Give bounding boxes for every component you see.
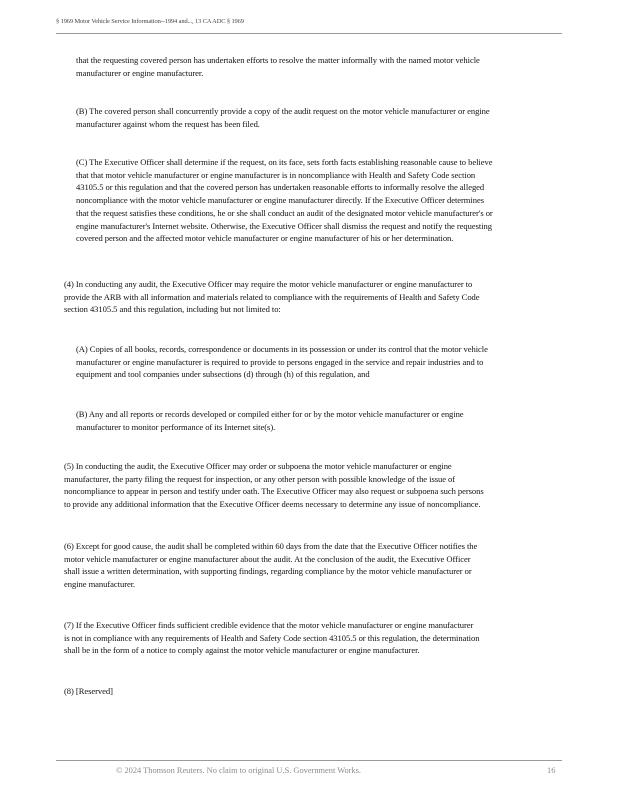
header-divider [56, 33, 562, 34]
paragraph-section-8 [64, 685, 113, 698]
text-line: manufacturer, the party filing the request for inspection, or any other person with possible knowledge of the issue of [64, 473, 456, 484]
text-line: (7) If the Executive Officer finds sufficient credible evidence that the motor vehicle manufacturer or engine manufacturer [64, 620, 474, 630]
text-line: is not in compliance with any requirements of Health and Safety Code section 43105.5 or this regulation, the determination [64, 632, 480, 643]
text-line: (B) Any and all reports or records developed or compiled either for or by the motor vehicle manufacturer or engine [76, 409, 464, 419]
text-line: to provide any additional information that the Executive Officer deems necessary to determine any issue of noncompliance. [64, 499, 481, 510]
paragraph-section-4b [76, 408, 464, 433]
text-line: engine manufacturer's Internet website. Otherwise, the Executive Officer shall dismiss the request and notify the requesting [76, 220, 492, 231]
text-line: 43105.5 or this regulation and that the covered person has undertaken reasonable efforts to informally resolve the alleged [76, 182, 485, 193]
text-line: (C) The Executive Officer shall determine if the request, on its face, sets forth facts establishing reasonable cause to believe [76, 157, 493, 167]
text-line: that the request satisfies these conditions, he or she shall conduct an audit of the designated motor vehicle manufacturer's or [76, 207, 493, 218]
text-line: manufacturer to monitor performance of its Internet site(s). [76, 421, 276, 432]
paragraph-subsection-b [76, 105, 490, 130]
footer-copyright: © 2024 Thomson Reuters. No claim to original U.S. Government Works. [116, 766, 361, 775]
paragraph-section-5 [64, 460, 484, 511]
text-line: manufacturer against whom the request has been filed. [76, 118, 260, 129]
text-line: manufacturer or engine manufacturer. [76, 67, 204, 78]
text-line: (5) In conducting the audit, the Executive Officer may order or subpoena the motor vehicle manufacturer or engine [64, 461, 452, 471]
paragraph-section-4a [76, 343, 488, 381]
paragraph-section-7 [64, 619, 479, 657]
text-line: that the requesting covered person has undertaken efforts to resolve the matter informally with the named motor vehicle [76, 55, 480, 65]
text-line: that that motor vehicle manufacturer or engine manufacturer is in noncompliance with Health and Safety Code section [76, 169, 476, 180]
page-number: 16 [547, 766, 556, 775]
paragraph-section-4 [64, 278, 480, 316]
text-line: covered person and the affected motor vehicle manufacturer or engine manufacturer of his or her determination. [76, 233, 454, 244]
text-line: shall issue a written determination, with supporting findings, regarding compliance by the motor vehicle manufacturer or [64, 566, 472, 577]
text-line: provide the ARB with all information and materials related to compliance with the requirements of Health and Safety Code [64, 291, 480, 302]
paragraph-subsection-c [76, 156, 493, 245]
paragraph-section-6 [64, 540, 477, 591]
text-line: shall be in the form of a notice to comply against the motor vehicle manufacturer or engine manufacturer. [64, 645, 420, 656]
text-line: (6) Except for good cause, the audit shall be completed within 60 days from the date that the Executive Officer notifies the [64, 541, 478, 551]
text-line: (B) The covered person shall concurrently provide a copy of the audit request on the motor vehicle manufacturer or engine [76, 106, 490, 116]
text-line: motor vehicle manufacturer or engine manufacturer about the audit. At the conclusion of the audit, the Executive Officer [64, 553, 471, 564]
text-line: (8) [Reserved] [64, 686, 113, 696]
text-line: equipment and tool companies under subsections (d) through (h) of this regulation, and [76, 369, 370, 380]
text-line: manufacturer or engine manufacturer is required to provide to persons engaged in the service and repair industries and to [76, 356, 484, 367]
text-line: noncompliance to appear in person and testify under oath. The Executive Officer may also request or subpoena such persons [64, 486, 484, 497]
running-head: § 1969 Motor Vehicle Service Information--1994 and..., 13 CA ADC § 1969 [56, 18, 244, 25]
text-line: (A) Copies of all books, records, correspondence or documents in its possession or under its control that the motor vehicle [76, 344, 488, 354]
text-line: noncompliance with the motor vehicle manufacturer or engine manufacturer directly. If the Executive Officer determines [76, 195, 484, 206]
text-line: (4) In conducting any audit, the Executive Officer may require the motor vehicle manufacturer or engine manufacturer to [64, 279, 473, 289]
paragraph-continuation [76, 54, 480, 79]
text-line: section 43105.5 and this regulation, including but not limited to: [64, 304, 281, 315]
footer-divider [56, 760, 562, 761]
text-line: engine manufacturer. [64, 579, 136, 590]
